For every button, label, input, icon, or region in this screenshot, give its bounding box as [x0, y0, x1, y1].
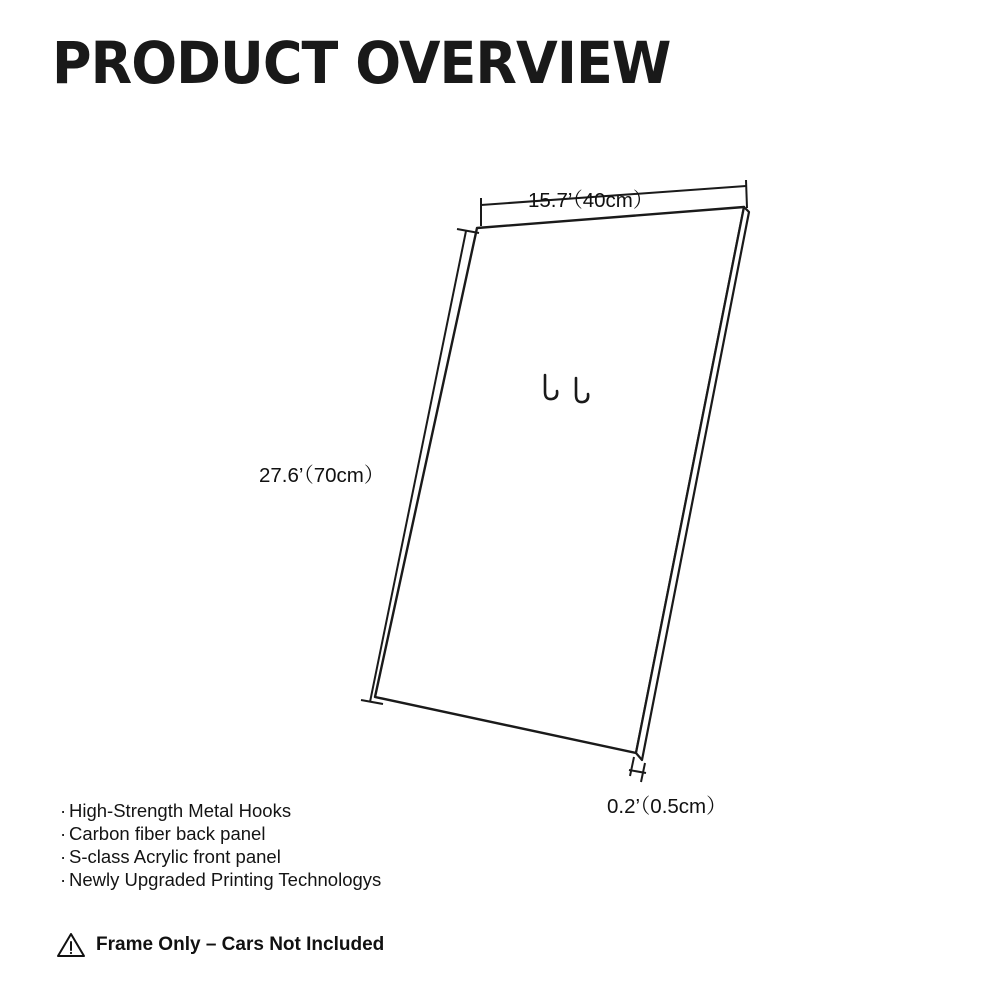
width-dimension-label: 15.7’（40cm） [528, 189, 654, 212]
warning-note [56, 931, 384, 958]
list-item [60, 845, 560, 868]
depth-dimension-label: 0.2’（0.5cm） [607, 795, 727, 818]
list-item [60, 868, 560, 891]
list-item [60, 822, 560, 845]
warning-triangle-icon [56, 931, 86, 958]
list-item [60, 799, 560, 822]
list-item-label: Carbon fiber back panel [69, 823, 266, 844]
list-item-label: Newly Upgraded Printing Technologys [69, 869, 382, 890]
list-bullet: · [60, 846, 67, 867]
feature-list [60, 799, 560, 891]
list-bullet: · [60, 869, 67, 890]
list-bullet: · [60, 823, 67, 844]
warning-text: Frame Only – Cars Not Included [96, 933, 385, 955]
frame-front-panel [375, 207, 744, 753]
depth-dimension-line [629, 757, 646, 782]
list-item-label: High-Strength Metal Hooks [69, 800, 292, 821]
height-dimension-label: 27.6’（70cm） [259, 464, 385, 487]
list-item-label: S-class Acrylic front panel [69, 846, 281, 867]
list-bullet: · [60, 800, 67, 821]
page-title: PRODUCT OVERVIEW [52, 29, 671, 97]
